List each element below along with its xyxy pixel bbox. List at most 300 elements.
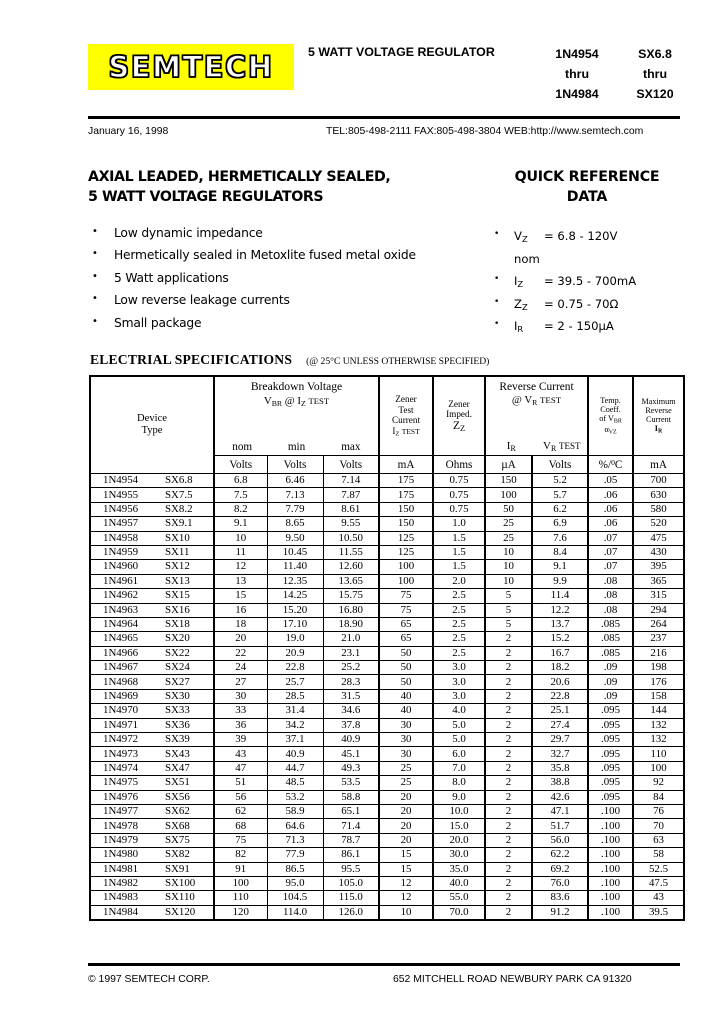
cell-iztest: 20 — [379, 790, 433, 804]
cell-sx-part: SX27 — [165, 675, 190, 688]
reverse-current-sub: @ $V_R$ TEST — [511, 394, 562, 408]
list-item — [92, 289, 492, 311]
cell-zz: 1.5 — [433, 560, 485, 574]
list-item — [92, 267, 492, 289]
cell-max: 18.90 — [323, 617, 379, 631]
header-breakdown-voltage — [214, 376, 379, 456]
cell-device-type — [90, 689, 214, 703]
table-row — [90, 488, 684, 502]
cell-zz: 2.5 — [433, 646, 485, 660]
quick-reference-list — [494, 225, 694, 338]
cell-jedec-part: 1N4968 — [103, 675, 139, 688]
cell-sx-part: SX12 — [165, 560, 190, 573]
table-row — [90, 761, 684, 775]
cell-ir: 2 — [485, 848, 532, 862]
cell-ir: 2 — [485, 646, 532, 660]
cell-ir: 2 — [485, 905, 532, 920]
table-row — [90, 545, 684, 559]
cell-max: 15.75 — [323, 589, 379, 603]
cell-iztest: 30 — [379, 718, 433, 732]
cell-jedec-part: 1N4962 — [103, 589, 139, 602]
cell-ir: 2 — [485, 790, 532, 804]
cell-ir: 2 — [485, 661, 532, 675]
cell-max: 10.50 — [323, 531, 379, 545]
cell-device-type — [90, 488, 214, 502]
cell-ir: 2 — [485, 704, 532, 718]
cell-iztest: 75 — [379, 589, 433, 603]
cell-ir: 2 — [485, 819, 532, 833]
cell-zz: 9.0 — [433, 790, 485, 804]
table-row — [90, 804, 684, 818]
cell-zz: 2.5 — [433, 603, 485, 617]
table-row — [90, 560, 684, 574]
section-title-line2: 5 WATT VOLTAGE REGULATORS — [88, 189, 324, 206]
cell-min: 8.65 — [267, 517, 323, 531]
cell-nom: 13 — [214, 574, 267, 588]
cell-maxir: 52.5 — [633, 862, 684, 876]
qrd-value: = 6.8 - 120V — [544, 229, 618, 243]
unit-bv-nom: Volts — [214, 456, 267, 474]
spec-heading-text: ELECTRIAL SPECIFICATIONS — [90, 352, 293, 367]
cell-vrtest: 5.7 — [532, 488, 588, 502]
spec-heading-condition: (@ 25°C UNLESS OTHERWISE SPECIFIED) — [306, 356, 490, 367]
table-row — [90, 531, 684, 545]
cell-jedec-part: 1N4971 — [103, 718, 139, 731]
cell-sx-part: SX51 — [165, 776, 190, 789]
cell-ir: 2 — [485, 761, 532, 775]
cell-device-type — [90, 574, 214, 588]
copyright-text: © 1997 SEMTECH CORP. — [88, 974, 210, 985]
cell-iztest: 65 — [379, 632, 433, 646]
table-row — [90, 718, 684, 732]
cell-max: 25.2 — [323, 661, 379, 675]
cell-max: 16.80 — [323, 603, 379, 617]
cell-max: 45.1 — [323, 747, 379, 761]
cell-vrtest: 25.1 — [532, 704, 588, 718]
page-footer — [88, 974, 680, 985]
cell-tc: .100 — [588, 804, 633, 818]
breakdown-voltage-label: Breakdown Voltage — [250, 380, 343, 393]
cell-sx-part: SX75 — [165, 833, 190, 846]
semtech-logo — [88, 44, 294, 90]
cell-maxir: 144 — [633, 704, 684, 718]
cell-zz: 4.0 — [433, 704, 485, 718]
cell-min: 11.40 — [267, 560, 323, 574]
cell-nom: 11 — [214, 545, 267, 559]
cell-tc: .100 — [588, 891, 633, 905]
table-row — [90, 790, 684, 804]
cell-maxir: 58 — [633, 848, 684, 862]
cell-zz: 2.5 — [433, 617, 485, 631]
cell-min: 25.7 — [267, 675, 323, 689]
cell-device-type — [90, 790, 214, 804]
cell-maxir: 158 — [633, 689, 684, 703]
cell-max: 71.4 — [323, 819, 379, 833]
cell-zz: 6.0 — [433, 747, 485, 761]
cell-vrtest: 29.7 — [532, 733, 588, 747]
cell-tc: .095 — [588, 704, 633, 718]
cell-vrtest: 38.8 — [532, 776, 588, 790]
cell-sx-part: SX36 — [165, 718, 190, 731]
cell-ir: 100 — [485, 488, 532, 502]
cell-jedec-part: 1N4957 — [103, 517, 139, 530]
qrd-symbol: $I_Z$ — [514, 274, 524, 290]
cell-nom: 9.1 — [214, 517, 267, 531]
table-row — [90, 704, 684, 718]
sx-end: SX120 — [636, 87, 674, 102]
electrical-specifications-table-wrap — [89, 375, 677, 921]
cell-tc: .085 — [588, 617, 633, 631]
cell-zz: 55.0 — [433, 891, 485, 905]
cell-ir: 2 — [485, 776, 532, 790]
cell-maxir: 520 — [633, 517, 684, 531]
cell-min: 19.0 — [267, 632, 323, 646]
table-row — [90, 848, 684, 862]
cell-zz: 30.0 — [433, 848, 485, 862]
qrd-symbol: $I_R$ — [514, 319, 524, 335]
cell-min: 53.2 — [267, 790, 323, 804]
cell-maxir: 365 — [633, 574, 684, 588]
cell-maxir: 315 — [633, 589, 684, 603]
list-item — [92, 312, 492, 334]
cell-device-type — [90, 819, 214, 833]
cell-iztest: 20 — [379, 819, 433, 833]
cell-jedec-part: 1N4981 — [103, 862, 139, 875]
cell-iztest: 25 — [379, 761, 433, 775]
cell-sx-part: SX22 — [165, 646, 190, 659]
cell-nom: 75 — [214, 833, 267, 847]
cell-maxir: 92 — [633, 776, 684, 790]
sx-start: SX6.8 — [638, 47, 672, 61]
cell-ir: 2 — [485, 833, 532, 847]
product-title: 5 WATT VOLTAGE REGULATOR — [308, 45, 495, 59]
zimp-line2: Imped. — [446, 409, 472, 420]
cell-maxir: 84 — [633, 790, 684, 804]
cell-iztest: 25 — [379, 776, 433, 790]
cell-max: 65.1 — [323, 804, 379, 818]
cell-tc: .05 — [588, 474, 633, 488]
cell-jedec-part: 1N4959 — [103, 546, 139, 559]
list-item — [494, 315, 694, 338]
cell-vrtest: 51.7 — [532, 819, 588, 833]
table-row — [90, 675, 684, 689]
mrc-line4: $I_R$ — [654, 424, 663, 435]
cell-maxir: 630 — [633, 488, 684, 502]
cell-tc: .09 — [588, 675, 633, 689]
cell-jedec-part: 1N4955 — [103, 488, 139, 501]
cell-iztest: 75 — [379, 603, 433, 617]
cell-maxir: 395 — [633, 560, 684, 574]
cell-maxir: 132 — [633, 718, 684, 732]
cell-ir: 150 — [485, 474, 532, 488]
bullet-icon: • — [92, 270, 98, 282]
cell-jedec-part: 1N4964 — [103, 618, 139, 631]
cell-iztest: 150 — [379, 517, 433, 531]
cell-maxir: 475 — [633, 531, 684, 545]
cell-zz: 35.0 — [433, 862, 485, 876]
cell-device-type — [90, 905, 214, 920]
cell-sx-part: SX100 — [165, 877, 196, 890]
footer-divider-rule — [88, 963, 680, 966]
table-row — [90, 776, 684, 790]
subheader-bar — [88, 126, 680, 137]
cell-nom: 8.2 — [214, 502, 267, 516]
device-type-line2: Type — [141, 425, 163, 436]
cell-nom: 82 — [214, 848, 267, 862]
cell-zz: 10.0 — [433, 804, 485, 818]
cell-device-type — [90, 632, 214, 646]
list-item — [494, 270, 694, 293]
cell-jedec-part: 1N4979 — [103, 833, 139, 846]
cell-zz: 0.75 — [433, 502, 485, 516]
cell-ir: 2 — [485, 747, 532, 761]
cell-jedec-part: 1N4980 — [103, 848, 139, 861]
cell-vrtest: 5.2 — [532, 474, 588, 488]
cell-sx-part: SX7.5 — [165, 488, 193, 501]
cell-nom: 47 — [214, 761, 267, 775]
cell-sx-part: SX91 — [165, 862, 190, 875]
cell-device-type — [90, 776, 214, 790]
cell-min: 15.20 — [267, 603, 323, 617]
ztc-line1: Zener — [395, 393, 417, 404]
cell-maxir: 176 — [633, 675, 684, 689]
table-row — [90, 862, 684, 876]
cell-min: 64.6 — [267, 819, 323, 833]
header-device-type — [90, 376, 214, 474]
jedec-start: 1N4954 — [555, 47, 599, 61]
cell-min: 114.0 — [267, 905, 323, 920]
qrd-title-line2: DATA — [566, 189, 608, 206]
document-date: January 16, 1998 — [88, 126, 169, 137]
cell-device-type — [90, 675, 214, 689]
cell-iztest: 40 — [379, 704, 433, 718]
cell-max: 7.14 — [323, 474, 379, 488]
unit-tempco: %/$^0$C — [588, 456, 633, 474]
cell-tc: .06 — [588, 502, 633, 516]
cell-min: 28.5 — [267, 689, 323, 703]
bullet-icon: • — [494, 274, 500, 285]
cell-zz: 3.0 — [433, 675, 485, 689]
cell-jedec-part: 1N4970 — [103, 704, 139, 717]
cell-zz: 0.75 — [433, 488, 485, 502]
cell-device-type — [90, 646, 214, 660]
cell-vrtest: 27.4 — [532, 718, 588, 732]
qrd-symbol: $V_Z$ nom — [514, 229, 540, 266]
cell-vrtest: 12.2 — [532, 603, 588, 617]
cell-tc: .095 — [588, 733, 633, 747]
mrc-line2: Reverse — [645, 405, 672, 415]
cell-vrtest: 20.6 — [532, 675, 588, 689]
electrical-specifications-table — [89, 375, 685, 921]
cell-ir: 2 — [485, 718, 532, 732]
cell-min: 7.79 — [267, 502, 323, 516]
cell-vrtest: 32.7 — [532, 747, 588, 761]
qrd-title-line1: QUICK REFERENCE — [514, 169, 660, 185]
jedec-end: 1N4984 — [555, 87, 599, 102]
cell-max: 12.60 — [323, 560, 379, 574]
cell-sx-part: SX8.2 — [165, 502, 193, 515]
cell-jedec-part: 1N4973 — [103, 747, 139, 760]
cell-device-type — [90, 862, 214, 876]
cell-nom: 12 — [214, 560, 267, 574]
cell-vrtest: 6.9 — [532, 517, 588, 531]
reverse-current-label: Reverse Current — [499, 381, 574, 393]
cell-vrtest: 56.0 — [532, 833, 588, 847]
cell-ir: 2 — [485, 862, 532, 876]
cell-maxir: 216 — [633, 646, 684, 660]
cell-tc: .100 — [588, 862, 633, 876]
cell-vrtest: 35.8 — [532, 761, 588, 775]
list-item — [494, 225, 694, 270]
cell-jedec-part: 1N4965 — [103, 632, 139, 645]
cell-max: 21.0 — [323, 632, 379, 646]
cell-ir: 2 — [485, 733, 532, 747]
table-row — [90, 646, 684, 660]
header-zener-impedance — [433, 376, 485, 456]
cell-max: 126.0 — [323, 905, 379, 920]
unit-vrtest: Volts — [532, 456, 588, 474]
cell-nom: 39 — [214, 733, 267, 747]
cell-sx-part: SX82 — [165, 848, 190, 861]
cell-iztest: 100 — [379, 560, 433, 574]
device-type-line1: Device — [137, 412, 167, 424]
cell-ir: 10 — [485, 574, 532, 588]
cell-sx-part: SX68 — [165, 819, 190, 832]
cell-max: 37.8 — [323, 718, 379, 732]
cell-nom: 100 — [214, 876, 267, 890]
cell-device-type — [90, 531, 214, 545]
cell-nom: 6.8 — [214, 474, 267, 488]
cell-vrtest: 91.2 — [532, 905, 588, 920]
unit-bv-min: Volts — [267, 456, 323, 474]
cell-min: 34.2 — [267, 718, 323, 732]
feature-label: Small package — [114, 315, 202, 330]
table-row — [90, 891, 684, 905]
feature-label: Hermetically sealed in Metoxlite fused metal oxide — [114, 248, 416, 263]
qrd-value: = 39.5 - 700mA — [544, 274, 637, 289]
cell-iztest: 50 — [379, 661, 433, 675]
part-number-jedec-range — [536, 44, 618, 104]
cell-iztest: 12 — [379, 876, 433, 890]
cell-zz: 15.0 — [433, 819, 485, 833]
cell-vrtest: 76.0 — [532, 876, 588, 890]
sx-thru: thru — [642, 67, 668, 82]
cell-nom: 24 — [214, 661, 267, 675]
cell-min: 7.13 — [267, 488, 323, 502]
table-row — [90, 733, 684, 747]
cell-tc: .07 — [588, 531, 633, 545]
cell-device-type — [90, 761, 214, 775]
cell-maxir: 110 — [633, 747, 684, 761]
cell-iztest: 15 — [379, 848, 433, 862]
section-title — [88, 167, 478, 207]
cell-tc: .100 — [588, 819, 633, 833]
cell-zz: 2.5 — [433, 589, 485, 603]
cell-tc: .100 — [588, 848, 633, 862]
table-row — [90, 589, 684, 603]
cell-vrtest: 83.6 — [532, 891, 588, 905]
cell-nom: 43 — [214, 747, 267, 761]
cell-vrtest: 7.6 — [532, 531, 588, 545]
cell-device-type — [90, 617, 214, 631]
cell-max: 95.5 — [323, 862, 379, 876]
cell-jedec-part: 1N4969 — [103, 690, 139, 702]
cell-device-type — [90, 891, 214, 905]
cell-maxir: 430 — [633, 545, 684, 559]
cell-zz: 0.75 — [433, 474, 485, 488]
cell-device-type — [90, 560, 214, 574]
cell-maxir: 294 — [633, 603, 684, 617]
cell-tc: .095 — [588, 790, 633, 804]
cell-tc: .100 — [588, 905, 633, 920]
cell-zz: 3.0 — [433, 661, 485, 675]
cell-iztest: 40 — [379, 689, 433, 703]
qrd-symbol: $Z_Z$ — [514, 296, 528, 312]
cell-tc: .095 — [588, 718, 633, 732]
cell-nom: 36 — [214, 718, 267, 732]
cell-vrtest: 9.9 — [532, 574, 588, 588]
cell-ir: 2 — [485, 876, 532, 890]
header-reverse-current — [485, 376, 588, 456]
cell-max: 9.55 — [323, 517, 379, 531]
contact-info: TEL:805-498-2111 FAX:805-498-3804 WEB:http://www.semtech.com — [326, 126, 644, 137]
cell-maxir: 237 — [633, 632, 684, 646]
cell-zz: 5.0 — [433, 733, 485, 747]
cell-jedec-part: 1N4977 — [103, 805, 139, 818]
table-row — [90, 905, 684, 920]
cell-tc: .08 — [588, 589, 633, 603]
cell-sx-part: SX47 — [165, 761, 190, 774]
cell-jedec-part: 1N4954 — [103, 474, 139, 487]
cell-nom: 15 — [214, 589, 267, 603]
cell-vrtest: 9.1 — [532, 560, 588, 574]
cell-sx-part: SX110 — [165, 891, 195, 904]
cell-tc: .085 — [588, 646, 633, 660]
cell-ir: 2 — [485, 689, 532, 703]
cell-nom: 10 — [214, 531, 267, 545]
cell-min: 10.45 — [267, 545, 323, 559]
cell-max: 8.61 — [323, 502, 379, 516]
cell-zz: 70.0 — [433, 905, 485, 920]
cell-tc: .08 — [588, 574, 633, 588]
unit-ir: µA — [485, 456, 532, 474]
cell-maxir: 264 — [633, 617, 684, 631]
cell-max: 49.3 — [323, 761, 379, 775]
cell-sx-part: SX33 — [165, 704, 190, 717]
rc-vr-label: $V_R$ TEST — [543, 439, 581, 453]
cell-jedec-part: 1N4982 — [103, 877, 139, 890]
cell-maxir: 132 — [633, 733, 684, 747]
cell-device-type — [90, 804, 214, 818]
cell-tc: .08 — [588, 603, 633, 617]
cell-vrtest: 16.7 — [532, 646, 588, 660]
cell-zz: 3.0 — [433, 689, 485, 703]
section-title-line1: AXIAL LEADED, HERMETICALLY SEALED, — [88, 169, 391, 185]
cell-sx-part: SX20 — [165, 632, 190, 645]
bullet-icon: • — [92, 248, 98, 260]
table-row — [90, 632, 684, 646]
bullet-icon: • — [92, 226, 98, 237]
header-temp-coefficient — [588, 376, 633, 456]
cell-iztest: 30 — [379, 733, 433, 747]
mrc-line1: Maximum — [641, 396, 676, 406]
cell-jedec-part: 1N4983 — [103, 891, 139, 904]
bullet-icon: • — [494, 296, 500, 307]
cell-jedec-part: 1N4972 — [103, 733, 139, 746]
cell-jedec-part: 1N4978 — [103, 819, 139, 832]
cell-zz: 40.0 — [433, 876, 485, 890]
part-number-sx-range — [618, 44, 692, 104]
